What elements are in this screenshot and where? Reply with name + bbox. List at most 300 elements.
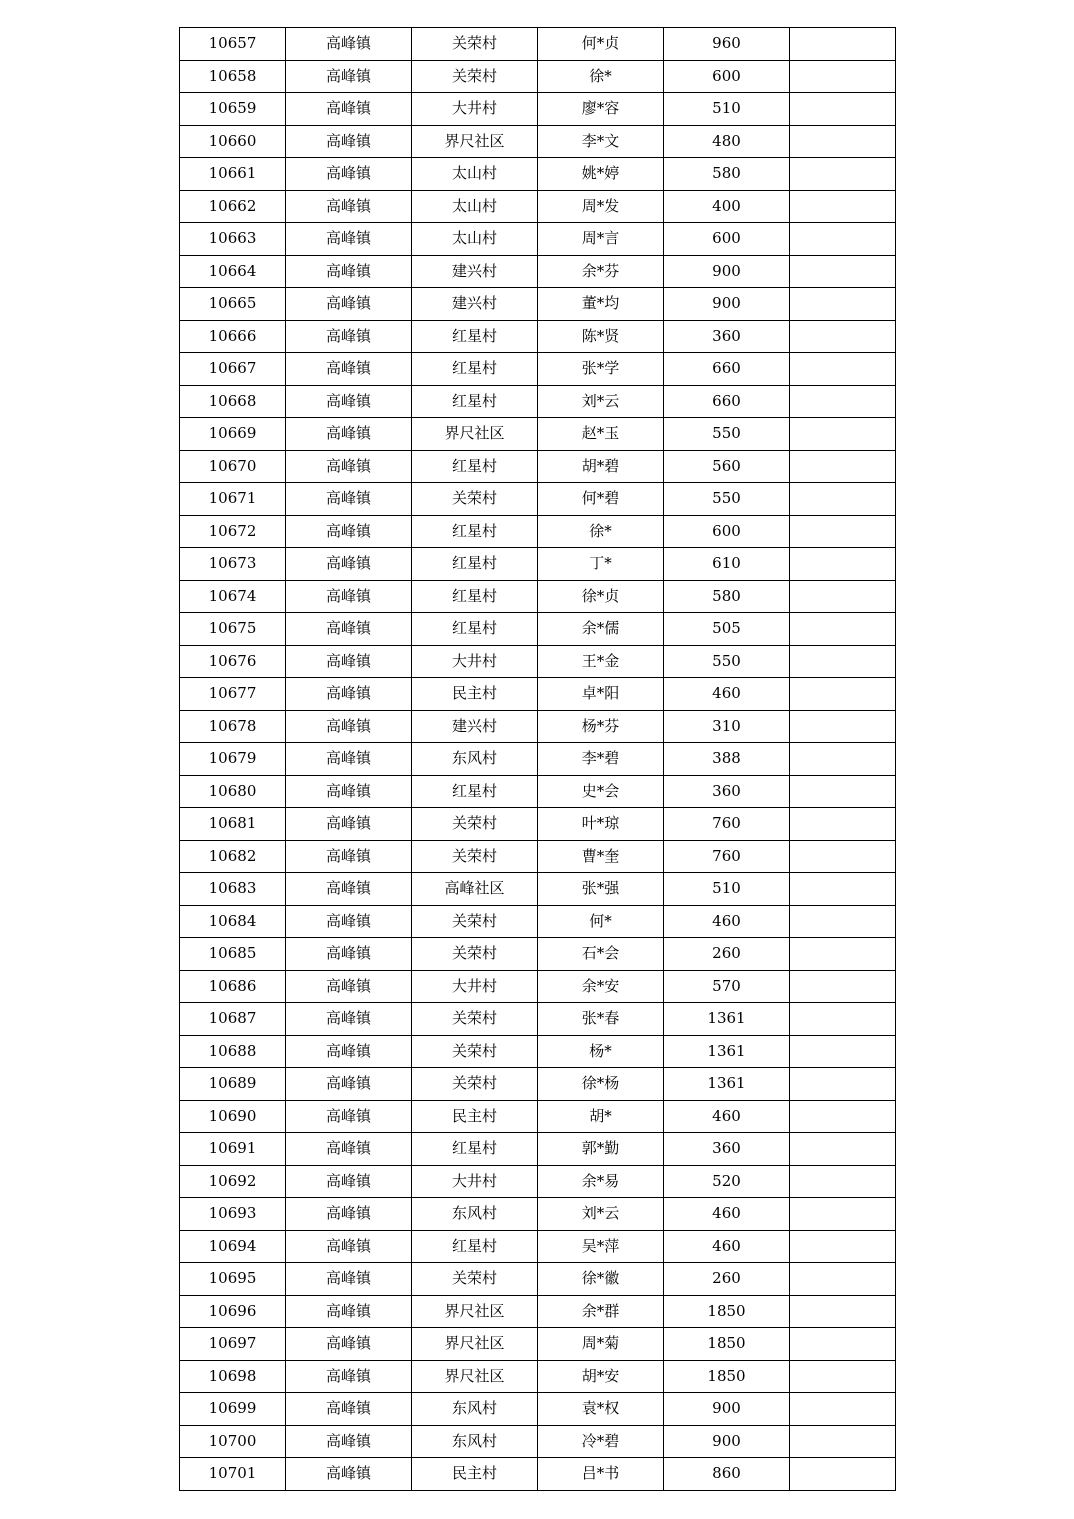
remark-cell xyxy=(790,1003,896,1036)
remark-cell xyxy=(790,645,896,678)
amount-cell: 660 xyxy=(664,385,790,418)
table-row xyxy=(180,905,896,938)
amount-cell: 360 xyxy=(664,1133,790,1166)
amount-cell: 900 xyxy=(664,1393,790,1426)
name-cell: 周*言 xyxy=(538,223,664,256)
amount-cell: 520 xyxy=(664,1165,790,1198)
name-cell: 余*群 xyxy=(538,1295,664,1328)
village-cell: 红星村 xyxy=(412,353,538,386)
town-cell: 高峰镇 xyxy=(286,515,412,548)
town-cell: 高峰镇 xyxy=(286,645,412,678)
serial-number-cell: 10697 xyxy=(180,1328,286,1361)
remark-cell xyxy=(790,93,896,126)
village-cell: 红星村 xyxy=(412,450,538,483)
serial-number-cell: 10694 xyxy=(180,1230,286,1263)
remark-cell xyxy=(790,970,896,1003)
amount-cell: 260 xyxy=(664,938,790,971)
name-cell: 张*强 xyxy=(538,873,664,906)
village-cell: 建兴村 xyxy=(412,710,538,743)
amount-cell: 600 xyxy=(664,60,790,93)
town-cell: 高峰镇 xyxy=(286,28,412,61)
remark-cell xyxy=(790,1458,896,1491)
name-cell: 胡* xyxy=(538,1100,664,1133)
amount-cell: 900 xyxy=(664,288,790,321)
village-cell: 太山村 xyxy=(412,190,538,223)
table-row xyxy=(180,60,896,93)
remark-cell xyxy=(790,1035,896,1068)
remark-cell xyxy=(790,223,896,256)
amount-cell: 860 xyxy=(664,1458,790,1491)
remark-cell xyxy=(790,125,896,158)
town-cell: 高峰镇 xyxy=(286,548,412,581)
remark-cell xyxy=(790,483,896,516)
town-cell: 高峰镇 xyxy=(286,353,412,386)
amount-cell: 1361 xyxy=(664,1068,790,1101)
serial-number-cell: 10675 xyxy=(180,613,286,646)
remark-cell xyxy=(790,1425,896,1458)
remark-cell xyxy=(790,255,896,288)
table-body xyxy=(180,28,896,1491)
remark-cell xyxy=(790,710,896,743)
serial-number-cell: 10687 xyxy=(180,1003,286,1036)
serial-number-cell: 10690 xyxy=(180,1100,286,1133)
serial-number-cell: 10665 xyxy=(180,288,286,321)
town-cell: 高峰镇 xyxy=(286,1198,412,1231)
amount-cell: 360 xyxy=(664,775,790,808)
village-cell: 界尺社区 xyxy=(412,1360,538,1393)
amount-cell: 460 xyxy=(664,678,790,711)
serial-number-cell: 10695 xyxy=(180,1263,286,1296)
table-row xyxy=(180,1165,896,1198)
name-cell: 胡*碧 xyxy=(538,450,664,483)
serial-number-cell: 10666 xyxy=(180,320,286,353)
village-cell: 民主村 xyxy=(412,1100,538,1133)
village-cell: 关荣村 xyxy=(412,840,538,873)
table-row xyxy=(180,613,896,646)
serial-number-cell: 10685 xyxy=(180,938,286,971)
town-cell: 高峰镇 xyxy=(286,158,412,191)
remark-cell xyxy=(790,548,896,581)
town-cell: 高峰镇 xyxy=(286,385,412,418)
town-cell: 高峰镇 xyxy=(286,450,412,483)
village-cell: 关荣村 xyxy=(412,1003,538,1036)
amount-cell: 760 xyxy=(664,840,790,873)
town-cell: 高峰镇 xyxy=(286,840,412,873)
village-cell: 太山村 xyxy=(412,223,538,256)
serial-number-cell: 10698 xyxy=(180,1360,286,1393)
village-cell: 红星村 xyxy=(412,548,538,581)
table-row xyxy=(180,678,896,711)
village-cell: 红星村 xyxy=(412,385,538,418)
town-cell: 高峰镇 xyxy=(286,190,412,223)
amount-cell: 900 xyxy=(664,1425,790,1458)
town-cell: 高峰镇 xyxy=(286,1230,412,1263)
amount-cell: 1850 xyxy=(664,1295,790,1328)
serial-number-cell: 10662 xyxy=(180,190,286,223)
table-row xyxy=(180,1458,896,1491)
amount-cell: 610 xyxy=(664,548,790,581)
village-cell: 关荣村 xyxy=(412,60,538,93)
serial-number-cell: 10683 xyxy=(180,873,286,906)
name-cell: 余*安 xyxy=(538,970,664,1003)
name-cell: 徐*贞 xyxy=(538,580,664,613)
town-cell: 高峰镇 xyxy=(286,1425,412,1458)
town-cell: 高峰镇 xyxy=(286,288,412,321)
remark-cell xyxy=(790,1068,896,1101)
name-cell: 吴*萍 xyxy=(538,1230,664,1263)
serial-number-cell: 10667 xyxy=(180,353,286,386)
name-cell: 袁*权 xyxy=(538,1393,664,1426)
town-cell: 高峰镇 xyxy=(286,1100,412,1133)
village-cell: 大井村 xyxy=(412,93,538,126)
amount-cell: 460 xyxy=(664,905,790,938)
village-cell: 红星村 xyxy=(412,775,538,808)
name-cell: 吕*书 xyxy=(538,1458,664,1491)
name-cell: 余*芬 xyxy=(538,255,664,288)
remark-cell xyxy=(790,1230,896,1263)
remark-cell xyxy=(790,28,896,61)
table-row xyxy=(180,873,896,906)
serial-number-cell: 10673 xyxy=(180,548,286,581)
name-cell: 陈*贤 xyxy=(538,320,664,353)
name-cell: 石*会 xyxy=(538,938,664,971)
amount-cell: 550 xyxy=(664,418,790,451)
village-cell: 红星村 xyxy=(412,515,538,548)
remark-cell xyxy=(790,288,896,321)
village-cell: 界尺社区 xyxy=(412,125,538,158)
name-cell: 王*金 xyxy=(538,645,664,678)
name-cell: 叶*琼 xyxy=(538,808,664,841)
town-cell: 高峰镇 xyxy=(286,873,412,906)
town-cell: 高峰镇 xyxy=(286,580,412,613)
table-row xyxy=(180,938,896,971)
village-cell: 红星村 xyxy=(412,613,538,646)
village-cell: 界尺社区 xyxy=(412,418,538,451)
amount-cell: 460 xyxy=(664,1100,790,1133)
serial-number-cell: 10677 xyxy=(180,678,286,711)
table-row xyxy=(180,223,896,256)
table-row xyxy=(180,515,896,548)
amount-cell: 1361 xyxy=(664,1035,790,1068)
amount-cell: 570 xyxy=(664,970,790,1003)
serial-number-cell: 10691 xyxy=(180,1133,286,1166)
name-cell: 徐*徽 xyxy=(538,1263,664,1296)
town-cell: 高峰镇 xyxy=(286,1360,412,1393)
serial-number-cell: 10689 xyxy=(180,1068,286,1101)
serial-number-cell: 10693 xyxy=(180,1198,286,1231)
amount-cell: 960 xyxy=(664,28,790,61)
remark-cell xyxy=(790,1165,896,1198)
amount-cell: 600 xyxy=(664,223,790,256)
table-row xyxy=(180,320,896,353)
name-cell: 董*均 xyxy=(538,288,664,321)
serial-number-cell: 10699 xyxy=(180,1393,286,1426)
town-cell: 高峰镇 xyxy=(286,743,412,776)
table-row xyxy=(180,450,896,483)
serial-number-cell: 10664 xyxy=(180,255,286,288)
town-cell: 高峰镇 xyxy=(286,320,412,353)
name-cell: 徐* xyxy=(538,60,664,93)
town-cell: 高峰镇 xyxy=(286,125,412,158)
remark-cell xyxy=(790,385,896,418)
amount-cell: 400 xyxy=(664,190,790,223)
table-row xyxy=(180,1035,896,1068)
name-cell: 何*碧 xyxy=(538,483,664,516)
village-cell: 东风村 xyxy=(412,1198,538,1231)
village-cell: 关荣村 xyxy=(412,905,538,938)
village-cell: 红星村 xyxy=(412,580,538,613)
table-row xyxy=(180,1393,896,1426)
table-row xyxy=(180,28,896,61)
table-row xyxy=(180,93,896,126)
serial-number-cell: 10680 xyxy=(180,775,286,808)
table-row xyxy=(180,418,896,451)
table-row xyxy=(180,840,896,873)
name-cell: 卓*阳 xyxy=(538,678,664,711)
town-cell: 高峰镇 xyxy=(286,255,412,288)
town-cell: 高峰镇 xyxy=(286,970,412,1003)
town-cell: 高峰镇 xyxy=(286,1165,412,1198)
name-cell: 何*贞 xyxy=(538,28,664,61)
table-row xyxy=(180,1295,896,1328)
town-cell: 高峰镇 xyxy=(286,1068,412,1101)
town-cell: 高峰镇 xyxy=(286,1133,412,1166)
remark-cell xyxy=(790,1198,896,1231)
amount-cell: 560 xyxy=(664,450,790,483)
town-cell: 高峰镇 xyxy=(286,613,412,646)
table-row xyxy=(180,743,896,776)
village-cell: 红星村 xyxy=(412,1133,538,1166)
data-table xyxy=(179,27,896,1491)
village-cell: 红星村 xyxy=(412,320,538,353)
table-row xyxy=(180,645,896,678)
name-cell: 何* xyxy=(538,905,664,938)
table-row xyxy=(180,1003,896,1036)
name-cell: 杨*芬 xyxy=(538,710,664,743)
town-cell: 高峰镇 xyxy=(286,678,412,711)
amount-cell: 260 xyxy=(664,1263,790,1296)
village-cell: 民主村 xyxy=(412,678,538,711)
village-cell: 大井村 xyxy=(412,645,538,678)
serial-number-cell: 10679 xyxy=(180,743,286,776)
village-cell: 关荣村 xyxy=(412,938,538,971)
name-cell: 刘*云 xyxy=(538,1198,664,1231)
table-row xyxy=(180,710,896,743)
remark-cell xyxy=(790,580,896,613)
town-cell: 高峰镇 xyxy=(286,60,412,93)
amount-cell: 550 xyxy=(664,483,790,516)
table-row xyxy=(180,255,896,288)
name-cell: 张*学 xyxy=(538,353,664,386)
amount-cell: 510 xyxy=(664,873,790,906)
serial-number-cell: 10684 xyxy=(180,905,286,938)
table-row xyxy=(180,808,896,841)
serial-number-cell: 10658 xyxy=(180,60,286,93)
remark-cell xyxy=(790,613,896,646)
name-cell: 廖*容 xyxy=(538,93,664,126)
table-row xyxy=(180,1068,896,1101)
name-cell: 史*会 xyxy=(538,775,664,808)
table-row xyxy=(180,580,896,613)
name-cell: 姚*婷 xyxy=(538,158,664,191)
name-cell: 曹*奎 xyxy=(538,840,664,873)
table-row xyxy=(180,190,896,223)
serial-number-cell: 10692 xyxy=(180,1165,286,1198)
name-cell: 李*文 xyxy=(538,125,664,158)
serial-number-cell: 10669 xyxy=(180,418,286,451)
amount-cell: 580 xyxy=(664,158,790,191)
village-cell: 大井村 xyxy=(412,1165,538,1198)
remark-cell xyxy=(790,353,896,386)
serial-number-cell: 10676 xyxy=(180,645,286,678)
town-cell: 高峰镇 xyxy=(286,710,412,743)
amount-cell: 900 xyxy=(664,255,790,288)
town-cell: 高峰镇 xyxy=(286,1393,412,1426)
table-row xyxy=(180,125,896,158)
serial-number-cell: 10688 xyxy=(180,1035,286,1068)
remark-cell xyxy=(790,808,896,841)
table-row xyxy=(180,1425,896,1458)
amount-cell: 1850 xyxy=(664,1328,790,1361)
amount-cell: 510 xyxy=(664,93,790,126)
remark-cell xyxy=(790,678,896,711)
remark-cell xyxy=(790,873,896,906)
remark-cell xyxy=(790,1328,896,1361)
remark-cell xyxy=(790,1263,896,1296)
remark-cell xyxy=(790,905,896,938)
serial-number-cell: 10670 xyxy=(180,450,286,483)
serial-number-cell: 10678 xyxy=(180,710,286,743)
village-cell: 关荣村 xyxy=(412,1263,538,1296)
town-cell: 高峰镇 xyxy=(286,1035,412,1068)
name-cell: 徐*杨 xyxy=(538,1068,664,1101)
village-cell: 关荣村 xyxy=(412,1035,538,1068)
town-cell: 高峰镇 xyxy=(286,418,412,451)
serial-number-cell: 10657 xyxy=(180,28,286,61)
remark-cell xyxy=(790,1133,896,1166)
amount-cell: 388 xyxy=(664,743,790,776)
town-cell: 高峰镇 xyxy=(286,1263,412,1296)
remark-cell xyxy=(790,938,896,971)
name-cell: 余*易 xyxy=(538,1165,664,1198)
table-row xyxy=(180,353,896,386)
town-cell: 高峰镇 xyxy=(286,93,412,126)
village-cell: 太山村 xyxy=(412,158,538,191)
town-cell: 高峰镇 xyxy=(286,1328,412,1361)
town-cell: 高峰镇 xyxy=(286,1003,412,1036)
table-row xyxy=(180,1133,896,1166)
amount-cell: 360 xyxy=(664,320,790,353)
remark-cell xyxy=(790,320,896,353)
table-row xyxy=(180,1230,896,1263)
village-cell: 高峰社区 xyxy=(412,873,538,906)
remark-cell xyxy=(790,60,896,93)
village-cell: 界尺社区 xyxy=(412,1328,538,1361)
town-cell: 高峰镇 xyxy=(286,808,412,841)
table-row xyxy=(180,483,896,516)
remark-cell xyxy=(790,515,896,548)
name-cell: 周*发 xyxy=(538,190,664,223)
town-cell: 高峰镇 xyxy=(286,775,412,808)
table-row xyxy=(180,1360,896,1393)
amount-cell: 580 xyxy=(664,580,790,613)
remark-cell xyxy=(790,743,896,776)
name-cell: 徐* xyxy=(538,515,664,548)
remark-cell xyxy=(790,1295,896,1328)
table-row xyxy=(180,1328,896,1361)
amount-cell: 1850 xyxy=(664,1360,790,1393)
amount-cell: 600 xyxy=(664,515,790,548)
name-cell: 杨* xyxy=(538,1035,664,1068)
amount-cell: 460 xyxy=(664,1230,790,1263)
serial-number-cell: 10700 xyxy=(180,1425,286,1458)
name-cell: 胡*安 xyxy=(538,1360,664,1393)
remark-cell xyxy=(790,1100,896,1133)
village-cell: 民主村 xyxy=(412,1458,538,1491)
remark-cell xyxy=(790,775,896,808)
serial-number-cell: 10659 xyxy=(180,93,286,126)
town-cell: 高峰镇 xyxy=(286,905,412,938)
village-cell: 建兴村 xyxy=(412,288,538,321)
village-cell: 东风村 xyxy=(412,1393,538,1426)
name-cell: 周*菊 xyxy=(538,1328,664,1361)
serial-number-cell: 10668 xyxy=(180,385,286,418)
village-cell: 关荣村 xyxy=(412,1068,538,1101)
remark-cell xyxy=(790,840,896,873)
amount-cell: 660 xyxy=(664,353,790,386)
serial-number-cell: 10681 xyxy=(180,808,286,841)
table-row xyxy=(180,158,896,191)
table-row xyxy=(180,1263,896,1296)
remark-cell xyxy=(790,158,896,191)
remark-cell xyxy=(790,1393,896,1426)
name-cell: 郭*勤 xyxy=(538,1133,664,1166)
town-cell: 高峰镇 xyxy=(286,483,412,516)
name-cell: 张*春 xyxy=(538,1003,664,1036)
remark-cell xyxy=(790,1360,896,1393)
amount-cell: 550 xyxy=(664,645,790,678)
amount-cell: 460 xyxy=(664,1198,790,1231)
table-row xyxy=(180,970,896,1003)
table-row xyxy=(180,1198,896,1231)
village-cell: 关荣村 xyxy=(412,483,538,516)
village-cell: 大井村 xyxy=(412,970,538,1003)
remark-cell xyxy=(790,450,896,483)
serial-number-cell: 10674 xyxy=(180,580,286,613)
serial-number-cell: 10663 xyxy=(180,223,286,256)
table-row xyxy=(180,385,896,418)
town-cell: 高峰镇 xyxy=(286,938,412,971)
name-cell: 余*儒 xyxy=(538,613,664,646)
town-cell: 高峰镇 xyxy=(286,1295,412,1328)
village-cell: 关荣村 xyxy=(412,28,538,61)
serial-number-cell: 10696 xyxy=(180,1295,286,1328)
town-cell: 高峰镇 xyxy=(286,1458,412,1491)
village-cell: 建兴村 xyxy=(412,255,538,288)
village-cell: 东风村 xyxy=(412,1425,538,1458)
remark-cell xyxy=(790,418,896,451)
remark-cell xyxy=(790,190,896,223)
name-cell: 丁* xyxy=(538,548,664,581)
table-row xyxy=(180,548,896,581)
serial-number-cell: 10682 xyxy=(180,840,286,873)
town-cell: 高峰镇 xyxy=(286,223,412,256)
serial-number-cell: 10661 xyxy=(180,158,286,191)
amount-cell: 760 xyxy=(664,808,790,841)
table-row xyxy=(180,775,896,808)
amount-cell: 480 xyxy=(664,125,790,158)
serial-number-cell: 10660 xyxy=(180,125,286,158)
